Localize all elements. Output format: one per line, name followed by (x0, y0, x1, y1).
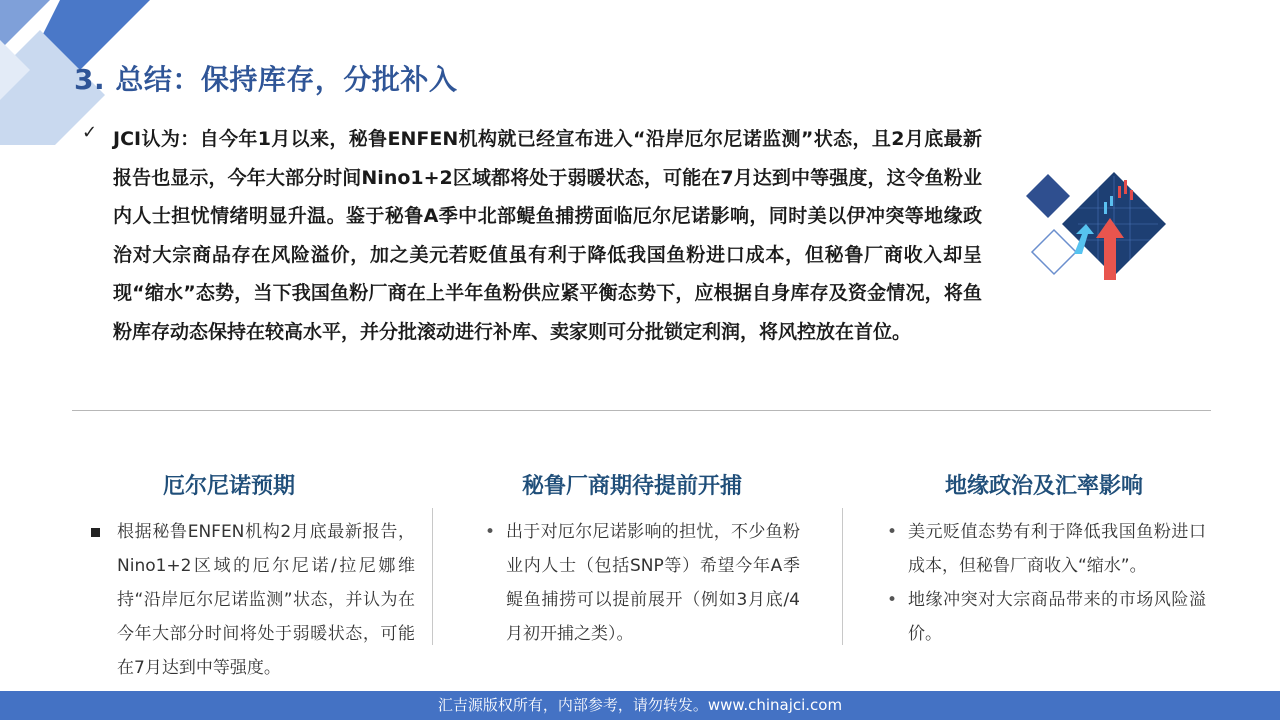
stock-chart-arrow-icon (1018, 168, 1168, 288)
list-item (884, 515, 1206, 583)
page-title: 3. 总结：保持库存，分批补入 (74, 63, 458, 96)
square-bullet-icon (91, 528, 100, 537)
list-item-text: 根据秘鲁ENFEN机构2月底最新报告，Nino1+2区域的厄尔尼诺/拉尼娜维持“沿岸厄尔尼诺监测”状态，并认为在今年大部分时间将处于弱暖状态，可能在7月达到中等强度。 (117, 522, 415, 678)
dot-bullet-icon: • (887, 522, 898, 542)
check-icon: ✓ (82, 122, 98, 143)
intro-text: JCI认为：自今年1月以来，秘鲁ENFEN机构就已经宣布进入“沿岸厄尔尼诺监测”状态，且2月底最新报告也显示，今年大部分时间Nino1+2区域都将处于弱暖状态，可能在7月达到中等强度，这令鱼粉业内人士担忧情绪明显升温。鉴于秘鲁A季中北部鳀鱼捕捞面临厄尔尼诺影响，同时美以伊冲突等地缘政治对大宗商品存在风险溢价，加之美元若贬值虽有利于降低我国鱼粉进口成本，但秘鲁厂商收入却呈现“缩水”态势，当下我国鱼粉厂商在上半年鱼粉供应紧平衡态势下，应根据自身库存及资金情况，将鱼粉库存动态保持在较高水平，并分批滚动进行补库、卖家则可分批锁定利润，将风控放在首位。 (113, 128, 982, 343)
intro-paragraph (82, 120, 982, 351)
column-body-geopolitics (884, 515, 1206, 651)
dot-bullet-icon: • (485, 522, 496, 542)
list-item-text: 地缘冲突对大宗商品带来的市场风险溢价。 (908, 590, 1206, 644)
list-item (93, 515, 415, 685)
column-title-peru-fishing: 秘鲁厂商期待提前开捕 (522, 474, 743, 499)
list-item (482, 515, 800, 651)
dot-bullet-icon: • (887, 590, 898, 610)
section-divider (72, 410, 1211, 411)
list-item-text: 美元贬值态势有利于降低我国鱼粉进口成本，但秘鲁厂商收入“缩水”。 (908, 522, 1206, 576)
list-item-text: 出于对厄尔尼诺影响的担忧，不少鱼粉业内人士（包括SNP等）希望今年A季鳀鱼捕捞可以提前展开（例如3月底/4月初开捕之类）。 (506, 522, 800, 644)
footer-text: 汇吉源版权所有，内部参考，请勿转发。www.chinajci.com (437, 696, 843, 714)
column-title-el-nino: 厄尔尼诺预期 (163, 474, 296, 499)
list-item (884, 583, 1206, 651)
column-body-peru-fishing (482, 515, 800, 651)
column-separator (842, 508, 843, 645)
column-title-geopolitics: 地缘政治及汇率影响 (945, 474, 1144, 499)
column-body-el-nino (93, 515, 415, 685)
column-separator (432, 508, 433, 645)
footer-bar (0, 691, 1280, 720)
